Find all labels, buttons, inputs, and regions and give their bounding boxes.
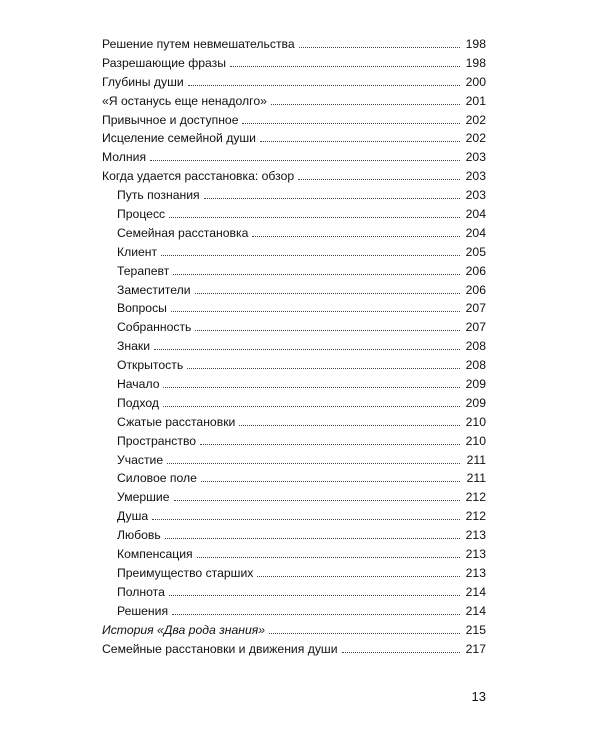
table-of-contents bbox=[102, 35, 486, 658]
toc-entry-page: 203 bbox=[465, 150, 486, 165]
toc-entry bbox=[102, 243, 486, 262]
dot-leader bbox=[230, 66, 460, 67]
toc-entry-page: 208 bbox=[465, 358, 486, 373]
toc-entry bbox=[102, 356, 486, 375]
toc-entry-page: 214 bbox=[465, 584, 486, 599]
toc-entry bbox=[102, 337, 486, 356]
dot-leader bbox=[252, 236, 460, 237]
page-number: 13 bbox=[471, 689, 486, 704]
toc-entry-title: Любовь bbox=[117, 528, 161, 543]
dot-leader bbox=[299, 47, 460, 48]
toc-entry-page: 207 bbox=[465, 320, 486, 335]
toc-entry bbox=[102, 640, 486, 659]
toc-entry bbox=[102, 299, 486, 318]
toc-entry bbox=[102, 583, 486, 602]
toc-entry-page: 210 bbox=[465, 433, 486, 448]
toc-entry bbox=[102, 545, 486, 564]
toc-entry bbox=[102, 394, 486, 413]
dot-leader bbox=[242, 123, 460, 124]
toc-entry-title: Процесс bbox=[117, 207, 166, 222]
toc-entry-title: Преимущество старших bbox=[117, 565, 254, 580]
dot-leader bbox=[201, 481, 460, 482]
toc-entry-page: 213 bbox=[465, 528, 486, 543]
dot-leader bbox=[260, 141, 460, 142]
dot-leader bbox=[257, 576, 460, 577]
toc-entry-title: Вопросы bbox=[117, 301, 167, 316]
toc-entry-page: 202 bbox=[465, 131, 486, 146]
toc-entry-title: Терапевт bbox=[117, 263, 170, 278]
toc-entry-title: Знаки bbox=[117, 339, 151, 354]
toc-entry bbox=[102, 111, 486, 130]
dot-leader bbox=[173, 274, 460, 275]
toc-entry-page: 213 bbox=[465, 547, 486, 562]
toc-entry-title: Участие bbox=[117, 452, 164, 467]
toc-entry-page: 213 bbox=[465, 565, 486, 580]
toc-entry-title: Пространство bbox=[117, 433, 197, 448]
dot-leader bbox=[154, 349, 460, 350]
dot-leader bbox=[298, 179, 460, 180]
toc-entry-title: Заместители bbox=[117, 282, 191, 297]
toc-entry-page: 206 bbox=[465, 282, 486, 297]
dot-leader bbox=[271, 104, 460, 105]
toc-entry-page: 207 bbox=[465, 301, 486, 316]
toc-entry-page: 214 bbox=[465, 603, 486, 618]
dot-leader bbox=[152, 519, 460, 520]
dot-leader bbox=[197, 557, 460, 558]
toc-entry-title: Когда удается расстановка: обзор bbox=[102, 169, 295, 184]
dot-leader bbox=[200, 444, 460, 445]
toc-entry bbox=[102, 469, 486, 488]
toc-entry-page: 217 bbox=[465, 641, 486, 656]
toc-entry bbox=[102, 54, 486, 73]
dot-leader bbox=[269, 633, 460, 634]
dot-leader bbox=[163, 387, 460, 388]
toc-entry bbox=[102, 281, 486, 300]
toc-entry bbox=[102, 564, 486, 583]
dot-leader bbox=[187, 368, 460, 369]
toc-entry bbox=[102, 526, 486, 545]
toc-entry bbox=[102, 488, 486, 507]
toc-entry-title: Открытость bbox=[117, 358, 184, 373]
toc-entry bbox=[102, 451, 486, 470]
toc-entry-title: Компенсация bbox=[117, 547, 193, 562]
toc-entry-page: 200 bbox=[465, 74, 486, 89]
toc-entry-title: Исцеление семейной души bbox=[102, 131, 256, 146]
toc-entry bbox=[102, 507, 486, 526]
toc-entry-title: Умершие bbox=[117, 490, 170, 505]
dot-leader bbox=[165, 538, 460, 539]
toc-entry-page: 204 bbox=[465, 207, 486, 222]
dot-leader bbox=[174, 500, 461, 501]
toc-entry-title: Начало bbox=[117, 377, 160, 392]
toc-entry-title: «Я останусь еще ненадолго» bbox=[102, 93, 267, 108]
toc-entry-page: 212 bbox=[465, 509, 486, 524]
toc-entry-title: Решения bbox=[117, 603, 169, 618]
toc-entry bbox=[102, 432, 486, 451]
toc-entry-title: Собранность bbox=[117, 320, 192, 335]
toc-entry bbox=[102, 375, 486, 394]
toc-entry-page: 211 bbox=[466, 452, 486, 467]
dot-leader bbox=[195, 293, 460, 294]
toc-entry-title: Разрешающие фразы bbox=[102, 55, 226, 70]
toc-entry-title: Семейные расстановки и движения души bbox=[102, 641, 338, 656]
toc-entry-page: 212 bbox=[465, 490, 486, 505]
toc-entry-page: 202 bbox=[465, 112, 486, 127]
toc-entry-title: Привычное и доступное bbox=[102, 112, 239, 127]
toc-entry bbox=[102, 167, 486, 186]
toc-entry-page: 208 bbox=[465, 339, 486, 354]
toc-entry bbox=[102, 73, 486, 92]
toc-entry-page: 201 bbox=[465, 93, 486, 108]
toc-entry bbox=[102, 205, 486, 224]
dot-leader bbox=[169, 217, 460, 218]
toc-entry-title: Путь познания bbox=[117, 188, 200, 203]
toc-entry-title: Решение путем невмешательства bbox=[102, 37, 295, 51]
toc-entry bbox=[102, 186, 486, 205]
toc-entry-title: Полнота bbox=[117, 584, 165, 599]
toc-entry bbox=[102, 224, 486, 243]
toc-entry-title: Сжатые расстановки bbox=[117, 414, 236, 429]
toc-entry-page: 203 bbox=[465, 169, 486, 184]
toc-entry-page: 203 bbox=[465, 188, 486, 203]
dot-leader bbox=[161, 255, 460, 256]
toc-entry bbox=[102, 602, 486, 621]
toc-entry bbox=[102, 621, 486, 640]
toc-entry bbox=[102, 129, 486, 148]
toc-entry-page: 210 bbox=[465, 414, 486, 429]
toc-entry-page: 198 bbox=[465, 55, 486, 70]
dot-leader bbox=[204, 198, 460, 199]
toc-entry-title: Глубины души bbox=[102, 74, 184, 89]
toc-entry-title: История «Два рода знания» bbox=[102, 622, 266, 637]
dot-leader bbox=[172, 614, 460, 615]
toc-entry-page: 215 bbox=[465, 622, 486, 637]
toc-entry-page: 209 bbox=[465, 395, 486, 410]
dot-leader bbox=[167, 463, 460, 464]
dot-leader bbox=[188, 85, 460, 86]
toc-entry bbox=[102, 413, 486, 432]
dot-leader bbox=[171, 311, 460, 312]
toc-entry-title: Подход bbox=[117, 395, 159, 410]
toc-entry-page: 204 bbox=[465, 225, 486, 240]
toc-entry-page: 206 bbox=[465, 263, 486, 278]
toc-entry-title: Семейная расстановка bbox=[117, 225, 249, 240]
dot-leader bbox=[342, 652, 460, 653]
toc-entry-page: 198 bbox=[465, 37, 486, 51]
toc-entry bbox=[102, 92, 486, 111]
toc-entry bbox=[102, 35, 486, 54]
dot-leader bbox=[163, 406, 460, 407]
dot-leader bbox=[195, 330, 460, 331]
toc-entry-page: 211 bbox=[466, 471, 486, 486]
toc-entry bbox=[102, 148, 486, 167]
toc-entry bbox=[102, 318, 486, 337]
dot-leader bbox=[239, 425, 460, 426]
toc-entry-title: Молния bbox=[102, 150, 147, 165]
toc-entry-title: Душа bbox=[117, 509, 149, 524]
toc-entry-title: Силовое поле bbox=[117, 471, 197, 486]
toc-entry-title: Клиент bbox=[117, 244, 158, 259]
toc-entry-page: 205 bbox=[465, 244, 486, 259]
dot-leader bbox=[150, 160, 460, 161]
toc-entry-page: 209 bbox=[465, 377, 486, 392]
toc-entry bbox=[102, 262, 486, 281]
dot-leader bbox=[169, 595, 460, 596]
